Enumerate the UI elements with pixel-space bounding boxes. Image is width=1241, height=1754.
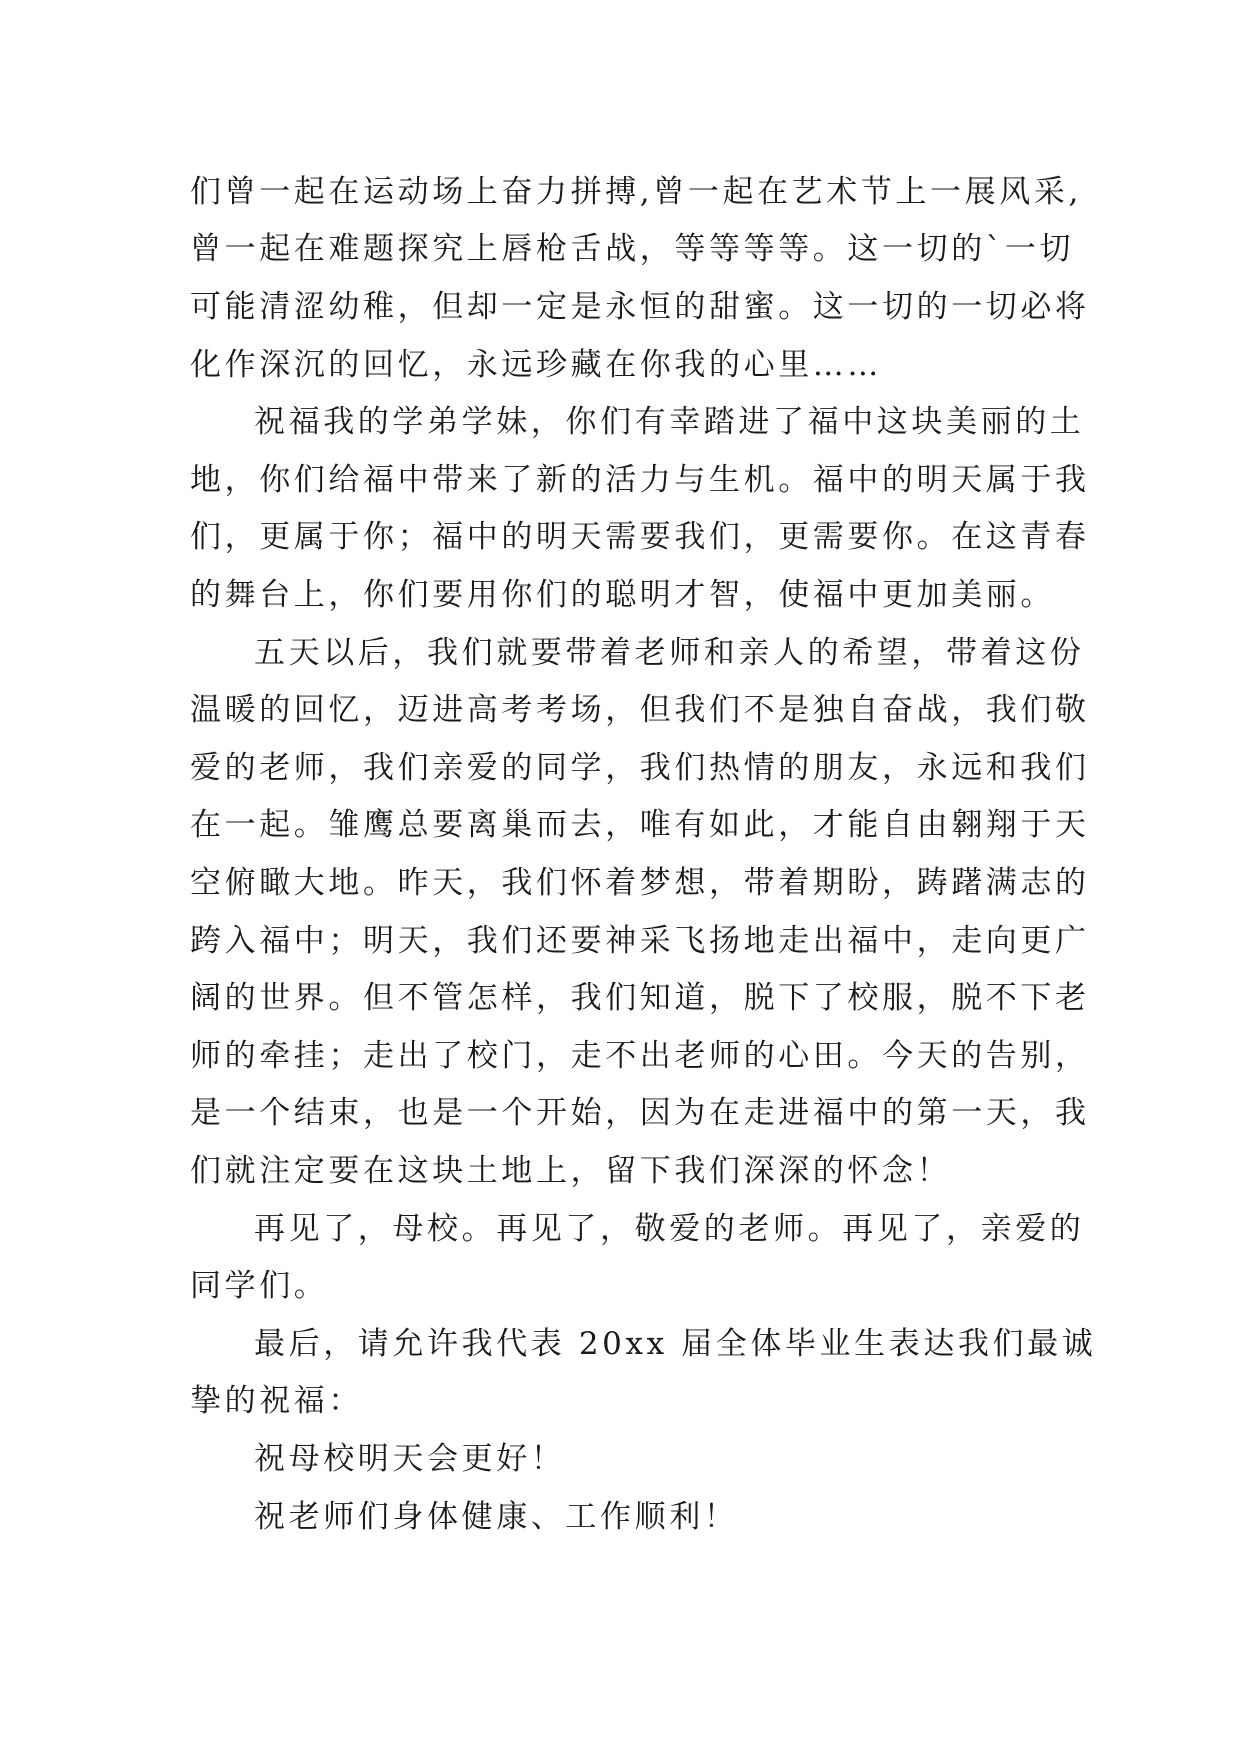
text-line: 温暖的回忆，迈进高考考场，但我们不是独自奋战，我们敬 xyxy=(190,692,1090,728)
text-line: 爱的老师，我们亲爱的同学，我们热情的朋友，永远和我们 xyxy=(190,750,1090,786)
text-line: 们，更属于你；福中的明天需要我们，更需要你。在这青春 xyxy=(190,519,1090,555)
text-line: 化作深沉的回忆，永远珍藏在你我的心里…… xyxy=(190,347,882,383)
text-line: 曾一起在难题探究上唇枪舌战，等等等等。这一切的`一切 xyxy=(190,231,1075,267)
paragraph-first-line: 祝母校明天会更好！ xyxy=(254,1441,566,1477)
text-line: 空俯瞰大地。昨天，我们怀着梦想，带着期盼，踌躇满志的 xyxy=(190,865,1090,901)
text-line: 同学们。 xyxy=(190,1268,329,1304)
text-line: 挚的祝福： xyxy=(190,1383,363,1419)
text-line: 在一起。雏鹰总要离巢而去，唯有如此，才能自由翱翔于天 xyxy=(190,807,1090,843)
text-line: 是一个结束，也是一个开始，因为在走进福中的第一天，我 xyxy=(190,1095,1090,1131)
text-line: 可能清涩幼稚，但却一定是永恒的甜蜜。这一切的一切必将 xyxy=(190,289,1090,325)
paragraph-first-line: 五天以后，我们就要带着老师和亲人的希望，带着这份 xyxy=(254,635,1085,671)
text-line: 地，你们给福中带来了新的活力与生机。福中的明天属于我 xyxy=(190,462,1090,498)
paragraph-first-line: 祝福我的学弟学妹，你们有幸踏进了福中这块美丽的土 xyxy=(254,404,1085,440)
text-line: 跨入福中；明天，我们还要神采飞扬地走出福中，走向更广 xyxy=(190,923,1090,959)
text-line: 师的牵挂；走出了校门，走不出老师的心田。今天的告别， xyxy=(190,1038,1090,1074)
paragraph-first-line: 再见了，母校。再见了，敬爱的老师。再见了，亲爱的 xyxy=(254,1211,1085,1247)
text-line: 的舞台上，你们要用你们的聪明才智，使福中更加美丽。 xyxy=(190,577,1055,613)
paragraph-first-line: 最后，请允许我代表 20xx 届全体毕业生表达我们最诚 xyxy=(254,1326,1097,1362)
paragraph-first-line: 祝老师们身体健康、工作顺利！ xyxy=(254,1499,739,1535)
text-line: 阔的世界。但不管怎样，我们知道，脱下了校服，脱不下老 xyxy=(190,980,1090,1016)
text-line: 们就注定要在这块土地上，留下我们深深的怀念！ xyxy=(190,1153,952,1189)
text-line: 们曾一起在运动场上奋力拼搏,曾一起在艺术节上一展风采, xyxy=(190,174,1082,210)
